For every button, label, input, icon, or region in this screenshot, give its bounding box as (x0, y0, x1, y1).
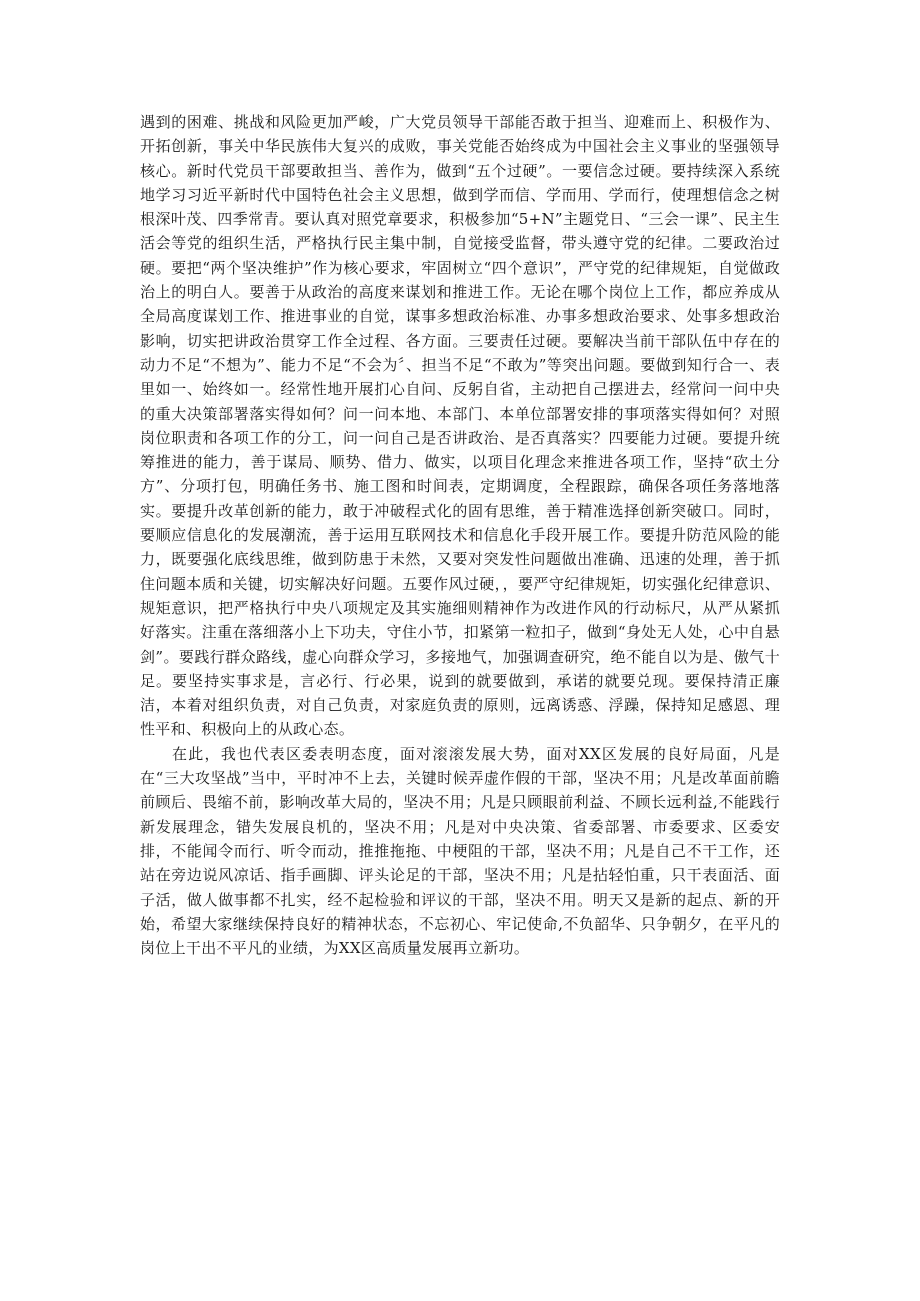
document-body (140, 110, 780, 960)
body-paragraph-continued: 遇到的困难、挑战和风险更加严峻，广大党员领导干部能否敢于担当、迎难而上、积极作为、开拓创新，事关中华民族伟大复兴的成败，事关党能否始终成为中国社会主义事业的坚强领导核心。新时代党员干部要敢担当、善作为，做到“五个过硬”。一要信念过硬。要持续深入系统地学习习近平新时代中国特色社会主义思想，做到学而信、学而用、学而行，使理想信念之树根深叶茂、四季常青。要认真对照党章要求，积极参加“5+N”主题党日、“三会一课”、民主生活会等党的组织生活，严格执行民主集中制，自觉接受监督，带头遵守党的纪律。二要政治过硬。要把“两个坚决维护”作为核心要求，牢固树立“四个意识”，严守党的纪律规矩，自觉做政治上的明白人。要善于从政治的高度来谋划和推进工作。无论在哪个岗位上工作，都应养成从全局高度谋划工作、推进事业的自觉，谋事多想政治标准、办事多想政治要求、处事多想政治影响，切实把讲政治贯穿工作全过程、各方面。三要责任过硬。要解决当前干部队伍中存在的动力不足“不想为”、能力不足“不会为〞、担当不足“不敢为”等突出问题。要做到知行合一、表里如一、始终如一。经常性地开展扪心自问、反躬自省，主动把自己摆进去，经常问一问中央的重大决策部署落实得如何？问一问本地、本部门、本单位部署安排的事项落实得如何？对照岗位职责和各项工作的分工，问一问自己是否讲政治、是否真落实？四要能力过硬。要提升统筹推进的能力，善于谋局、顺势、借力、做实，以项目化理念来推进各项工作，坚持“砍土分方”、分项打包，明确任务书、施工图和时间表，定期调度，全程跟踪，确保各项任务落地落实。要提升改革创新的能力，敢于冲破程式化的固有思维，善于精准选择创新突破口。同时，要顺应信息化的发展潮流，善于运用互联网技术和信息化手段开展工作。要提升防范风险的能力，既要强化底线思维，做到防患于未然，又要对突发性问题做出准确、迅速的处理，善于抓住问题本质和关键，切实解决好问题。五要作风过硬，，要严守纪律规矩，切实强化纪律意识、规矩意识，把严格执行中央八项规定及其实施细则精神作为改进作风的行动标尺，从严从紧抓好落实。注重在落细落小上下功夫，守住小节，扣紧第一粒扣子，做到“身处无人处，心中自悬剑”。要践行群众路线，虚心向群众学习，多接地气，加强调查研究，绝不能自以为是、傲气十足。要坚持实事求是，言必行、行必果，说到的就要做到，承诺的就要兑现。要保持清正廉洁，本着对组织负责，对自己负责，对家庭负责的原则，远离诱惑、浮躁，保持知足感恩、理性平和、积极向上的从政心态。 (140, 113, 780, 739)
body-paragraph-commitment: 在此，我也代表区委表明态度，面对滚滚发展大势，面对XX区发展的良好局面，凡是在“三大攻坚战”当中，平时冲不上去，关键时候弄虚作假的干部，坚决不用；凡是改革面前瞻前顾后、畏缩不前，影响改革大局的，坚决不用；凡是只顾眼前利益、不顾长远利益,不能践行新发展理念，错失发展良机的，坚决不用；凡是对中央决策、省委部署、市委要求、区委安排，不能闻令而行、听令而动，推推拖拖、中梗阻的干部，坚决不用；凡是自己不干工作，还站在旁边说风凉话、指手画脚、评头论足的干部，坚决不用；凡是拈轻怕重，只干表面活、面子活，做人做事都不扎实，经不起检验和评议的干部，坚决不用。明天又是新的起点、新的开始，希望大家继续保持良好的精神状态，不忘初心、牢记使命,不负韶华、只争朝夕，在平凡的岗位上干出不平凡的业绩，为XX区高质量发展再立新功。 (140, 744, 780, 958)
